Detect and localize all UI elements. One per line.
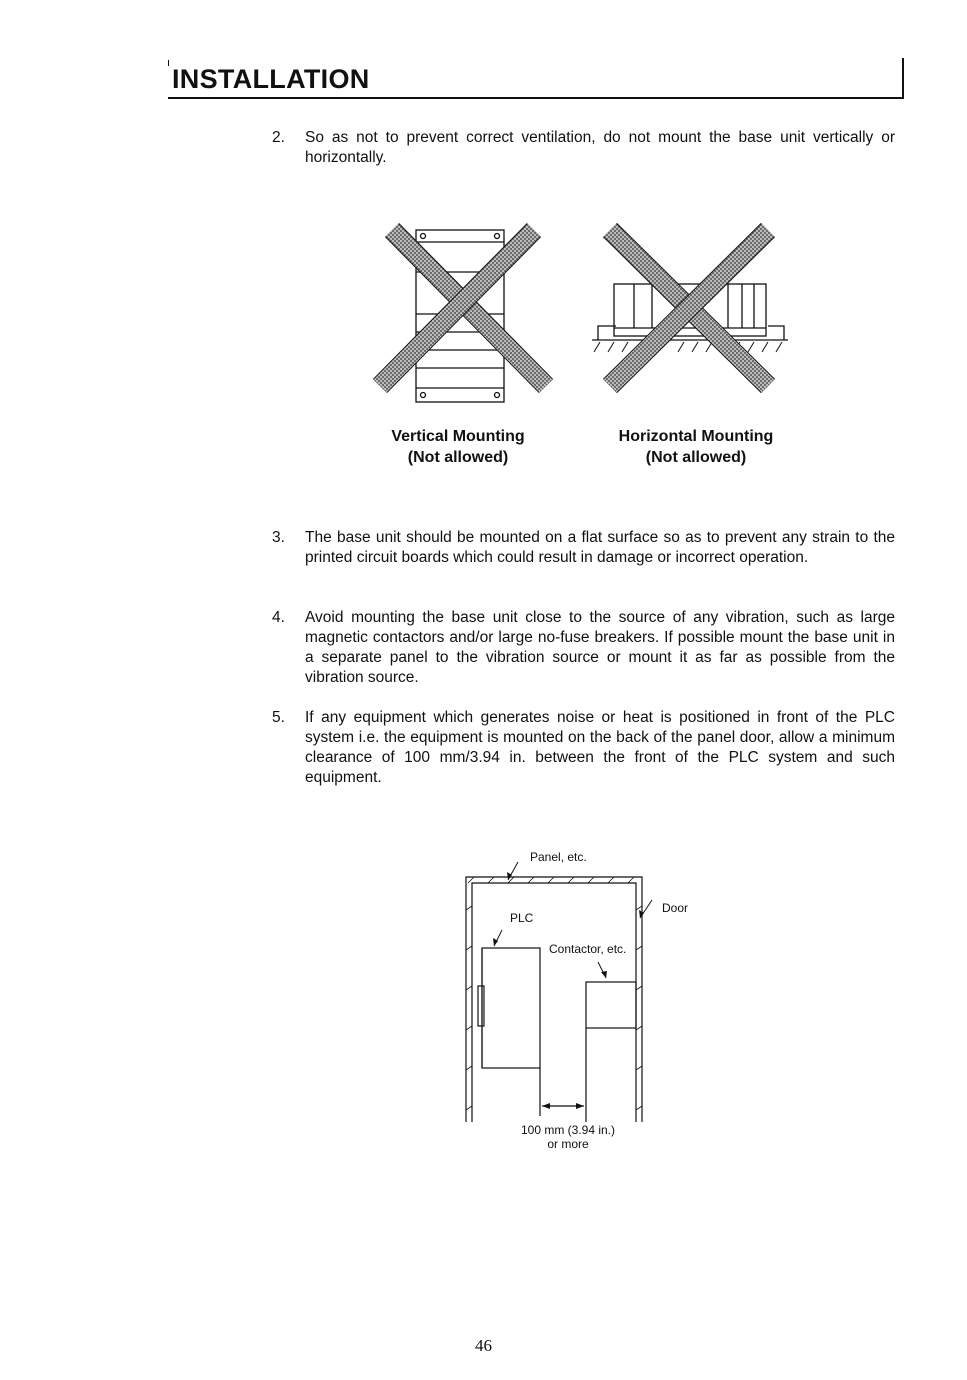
item-number: 5. xyxy=(272,709,285,726)
panel-label: Panel, etc. xyxy=(530,850,587,864)
door-label: Door xyxy=(662,901,689,915)
horizontal-mounting-caption xyxy=(590,426,802,468)
vertical-caption-line2: (Not allowed) xyxy=(407,449,509,466)
header-right-bar xyxy=(902,58,904,99)
header-rule xyxy=(168,97,904,99)
vertical-mounting-diagram xyxy=(378,228,548,408)
page-title: INSTALLATION xyxy=(172,64,370,94)
item-number: 4. xyxy=(272,609,285,626)
horizontal-mounting-diagram xyxy=(588,228,788,408)
horizontal-caption-line1: Horizontal Mounting xyxy=(618,428,774,445)
page-number: 46 xyxy=(475,1336,492,1355)
plc-label: PLC xyxy=(510,911,534,925)
item-number: 3. xyxy=(272,529,285,546)
vertical-mounting-caption xyxy=(358,426,558,468)
header-left-tick xyxy=(168,60,169,66)
vertical-caption-line1: Vertical Mounting xyxy=(391,428,525,445)
page-header xyxy=(168,58,904,100)
clearance-line1: 100 mm (3.94 in.) xyxy=(520,1123,616,1137)
clearance-label xyxy=(500,1123,636,1151)
horizontal-caption-line2: (Not allowed) xyxy=(645,449,747,466)
item-text: Avoid mounting the base unit close to the source of any vibration, such as large magnetic contactors and/or large no-fuse breakers. If possible mount the base unit in a separate panel to the vibration source or mount it as far as possible from the vibration source. xyxy=(305,609,895,686)
item-number: 2. xyxy=(272,129,285,146)
contactor-label: Contactor, etc. xyxy=(549,942,627,956)
item-text: If any equipment which generates noise or heat is positioned in front of the PLC system i.e. the equipment is mounted on the back of the panel door, allow a minimum clearance of 100 mm/3.94 in. between the front of the PLC system and such equipment. xyxy=(305,709,895,786)
clearance-line2: or more xyxy=(547,1137,589,1151)
item-text: The base unit should be mounted on a flat surface so as to prevent any strain to the printed circuit boards which could result in damage or incorrect operation. xyxy=(305,529,895,566)
item-text: So as not to prevent correct ventilation, do not mount the base unit vertically or horizontally. xyxy=(305,129,895,166)
clearance-diagram xyxy=(460,850,720,1150)
